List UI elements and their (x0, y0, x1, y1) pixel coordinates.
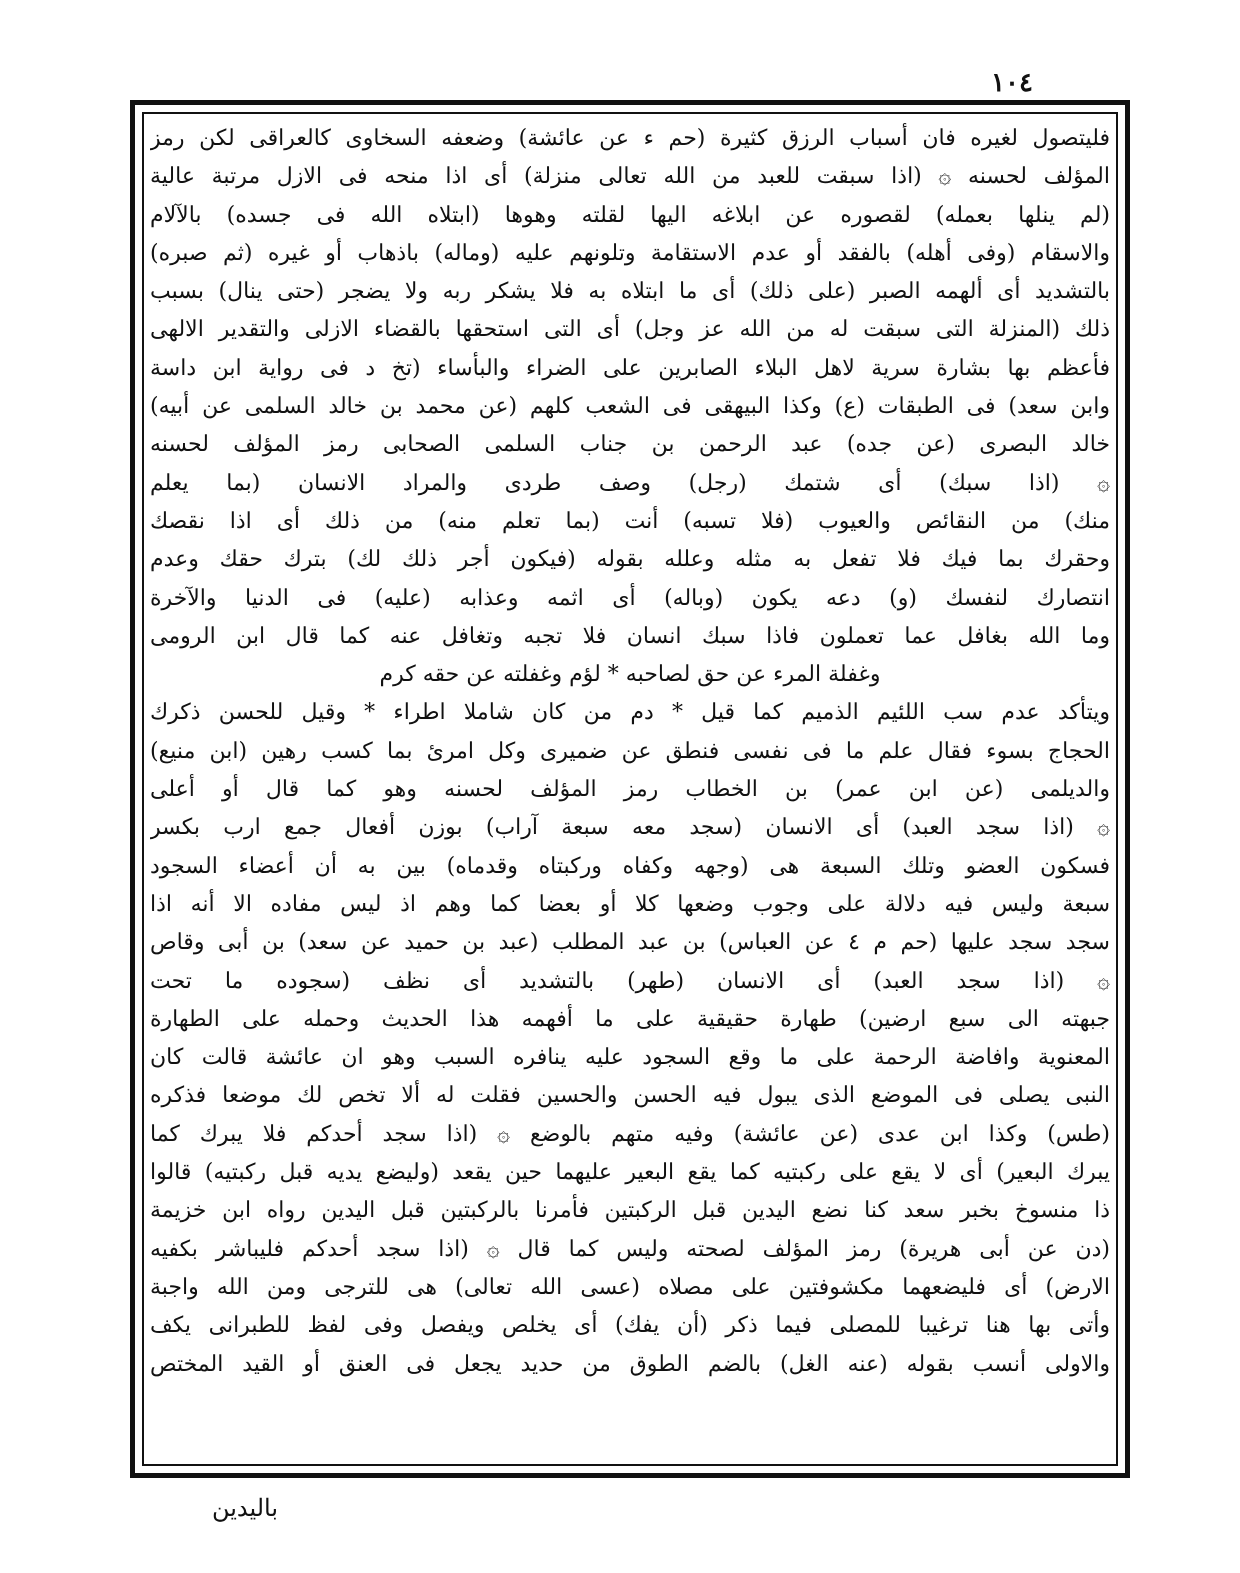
text-line: الحجاج بسوء فقال علم ما فى نفسى فنطق عن ضميرى وكل امرئ بما كسب رهين (ابن منيع) (150, 738, 1110, 764)
text-line: ۞ (اذا سبك) أى شتمك (رجل) وصف طردى والمراد الانسان (بما يعلم (150, 470, 1110, 496)
text-line: جبهته الى سبع ارضين) طهارة حقيقية على ما أفهمه هذا الحديث وحمله على الطهارة (150, 1006, 1110, 1032)
text-line: (طس) وكذا ابن عدى (عن عائشة) وفيه متهم بالوضع ۞ (اذا سجد أحدكم فلا يبرك كما (150, 1121, 1110, 1147)
text-line: انتصارك لنفسك (و) دعه يكون (وباله) أى اثمه وعذابه (عليه) فى الدنيا والآخرة (150, 585, 1110, 611)
text-line: ذا منسوخ بخبر سعد كنا نضع اليدين قبل الركبتين فأمرنا بالركبتين قبل اليدين رواه ابن خزيمة (150, 1198, 1110, 1224)
text-line: ۞ (اذا سجد العبد) أى الانسان (سجد معه سبعة آراب) بوزن أفعال جمع ارب بكسر (150, 815, 1110, 841)
text-line: منك) من النقائص والعيوب (فلا تسبه) أنت (بما تعلم منه) من ذلك أى اذا نقصك (150, 508, 1110, 534)
text-line: المعنوية وافاضة الرحمة على ما وقع السجود عليه ينافره السبب وهو ان عائشة قالت كان (150, 1045, 1110, 1071)
text-line: فسكون العضو وتلك السبعة هى (وجهه وكفاه وركبتاه وقدماه) بين به أن أعضاء السجود (150, 853, 1110, 879)
text-line: المؤلف لحسنه ۞ (اذا سبقت للعبد من الله تعالى منزلة) أى اذا منحه فى الازل مرتبة عالية (150, 164, 1110, 190)
catchword: باليدين (211, 1494, 279, 1522)
text-line: (لم ينلها بعمله) لقصوره عن ابلاغه اليها لقلته وهوها (ابتلاه الله فى جسده) بالآلام (150, 202, 1110, 228)
text-line: والديلمى (عن ابن عمر) بن الخطاب رمز المؤلف لحسنه وهو كما قال أو أعلى (150, 777, 1110, 803)
text-line: يبرك البعير) أى لا يقع على ركبتيه كما يقع البعير عليهما حين يقعد (وليضع يديه قبل ركبتيه) قالوا (150, 1160, 1110, 1186)
text-line: والاولى أنسب بقوله (عنه الغل) بالضم الطوق من حديد يجعل فى العنق أو القيد المختص (150, 1351, 1110, 1377)
text-line: وأتى بها هنا ترغيبا للمصلى فيما ذكر (أن يفك) أى يخلص ويفصل وفى لفظ للطبرانى يكف (150, 1313, 1110, 1339)
text-line: ويتأكد عدم سب اللئيم الذميم كما قيل * دم من كان شاملا اطراء * وقيل للحسن ذكرك (150, 700, 1110, 726)
text-line: ۞ (اذا سجد العبد) أى الانسان (طهر) بالتشديد أى نظف (سجوده ما تحت (150, 968, 1110, 994)
main-text-block (150, 120, 1110, 1460)
text-line: وغفلة المرء عن حق لصاحبه * لؤم وغفلته عن حقه كرم (379, 662, 881, 688)
text-line: فأعظم بها بشارة سرية لاهل البلاء الصابرين على الضراء والبأساء (تخ د فى رواية ابن داسة (150, 355, 1110, 381)
text-line: سجد سجد عليها (حم م ٤ عن العباس) بن عبد المطلب (عبد بن حميد عن سعد) بن أبى وقاص (150, 930, 1110, 956)
text-line: وما الله بغافل عما تعملون فاذا سبك انسان فلا تجبه وتغافل عنه كما قال ابن الرومى (150, 623, 1110, 649)
text-line: الارض) أى فليضعهما مكشوفتين على مصلاه (عسى الله تعالى) هى للترجى ومن الله واجبة (150, 1274, 1110, 1300)
text-line: وابن سعد) فى الطبقات (ع) وكذا البيهقى فى الشعب كلهم (عن محمد بن خالد السلمى عن أبيه) (150, 394, 1110, 420)
text-line: والاسقام (وفى أهله) بالفقد أو عدم الاستقامة وتلونهم عليه (وماله) باذهاب أو غيره (ثم صبره) (150, 240, 1110, 266)
text-line: خالد البصرى (عن جده) عبد الرحمن بن جناب السلمى الصحابى رمز المؤلف لحسنه (150, 432, 1110, 458)
text-line: ذلك (المنزلة التى سبقت له من الله عز وجل) أى التى استحقها بالقضاء الازلى والتقدير الالهى (150, 317, 1110, 343)
text-line: بالتشديد أى ألهمه الصبر (على ذلك) أى ما ابتلاه به فلا يشكر ربه ولا يضجر (حتى ينال) بسبب (150, 279, 1110, 305)
text-line: فليتصول لغيره فان أسباب الرزق كثيرة (حم ء عن عائشة) وضعفه السخاوى كالعراقى لكن رمز (150, 126, 1110, 151)
page-number: ١٠٤ (991, 68, 1033, 98)
text-line: (دن عن أبى هريرة) رمز المؤلف لصحته وليس كما قال ۞ (اذا سجد أحدكم فليباشر بكفيه (150, 1236, 1110, 1262)
text-line: النبى يصلى فى الموضع الذى يبول فيه الحسن والحسين فقلت له ألا تخص لك موضعا فذكره (150, 1083, 1110, 1109)
text-line: سبعة وليس فيه دلالة على وجوب وضعها كلا أو بعضا كما وهم اذ ليس مفاده الا أنه اذا (150, 891, 1110, 917)
text-line: وحقرك بما فيك فلا تفعل به مثله وعلله بقوله (فيكون أجر ذلك لك) بترك حقك وعدم (150, 547, 1110, 573)
